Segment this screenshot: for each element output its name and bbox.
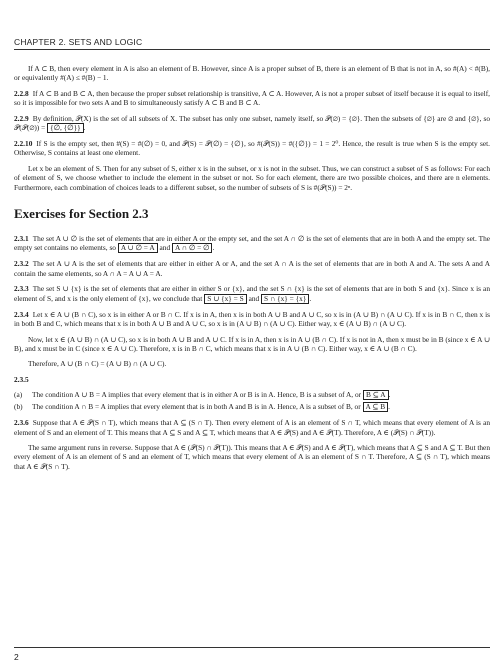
exercise-text: Let x ∈ A ∪ (B ∩ C), so x is in either A or B ∩ C. If x is in A, then x is in both A ∪ B and A ∪ C, so x is in (A ∪ B) ∩ (A ∪ C). If x is in B ∩ C, then x is in both B and C, which means that x is in both A ∪ B and A ∪ C, so x is in (A ∪ B) ∩ (A ∪ C). Either way, x ∈ (A ∪ B) ∩ (A ∪ C). — [14, 309, 490, 329]
chapter-header: CHAPTER 2. SETS AND LOGIC — [14, 37, 143, 47]
punctuation: . — [212, 243, 215, 253]
exercise-2-3-5-part-b — [14, 402, 490, 412]
punctuation: . — [388, 390, 391, 400]
exercise-2-3-3 — [14, 284, 490, 303]
header-rule — [14, 49, 490, 50]
exercise-2-3-4-continued: Now, let x ∈ (A ∪ B) ∩ (A ∪ C), so x is in both A ∪ B and A ∪ C. If x is in A, then x is in A ∪ (B ∩ C). If x is not in A, then x must be in B (since x ∈ A ∪ B), and x must be in C (since x ∈ A ∪ C). Therefore, x is in B ∩ C, which means that x is in A ∪ (B ∩ C). Either way, x ∈ A ∪ (B ∩ C). — [14, 334, 490, 353]
exercise-2-3-5-part-a — [14, 390, 490, 400]
boxed-answer: {∅, {∅}} — [47, 123, 84, 133]
exercise-2-3-5-heading — [14, 375, 490, 384]
boxed-answer: A ∩ ∅ = ∅ — [172, 243, 212, 253]
exercise-number: 2.2.8 — [14, 88, 29, 98]
section-title: Exercises for Section 2.3 — [14, 206, 149, 222]
exercise-2-3-4-conclusion: Therefore, A ∪ (B ∩ C) = (A ∪ B) ∩ (A ∪ C). — [28, 359, 167, 369]
induction-paragraph: Let x be an element of S. Then for any subset of S, either x is in the subset, or x is not in the subset. Thus, we can construct a subset of S as follows: For each of element of S, we choose whether to include the element in the subset or not. So for each element, there are two possible choices, and there are n elements. Furthermore, each combination of choices leads to a different subset, so the number of subsets of S is #(𝒫(S)) = 2ⁿ. — [14, 163, 490, 192]
exercise-number: 2.3.2 — [14, 259, 29, 269]
boxed-answer: B ⊆ A — [363, 390, 389, 400]
exercise-text: The condition A ∪ B = A implies that every element that is in either A or B is in A. Hence, B is a subset of A, or — [32, 390, 362, 400]
boxed-answer: A ⊆ B — [363, 402, 389, 412]
conjunction: and — [159, 243, 171, 253]
exercise-text: If S is the empty set, then #(S) = #(∅) = 0, and 𝒫(S) = 𝒫(∅) = {∅}, so #(𝒫(S)) = #({∅}) = 1 = 2⁰. Hence, the result is true when S is the empty set. Otherwise, S contains at least one element. — [14, 139, 490, 158]
exercise-2-2-10 — [14, 139, 490, 158]
punctuation: . — [83, 123, 86, 133]
punctuation: . — [309, 293, 312, 303]
exercise-2-3-6-continued: The same argument runs in reverse. Suppose that A ∈ (𝒫(S) ∩ 𝒫(T)). This means that A ∈ 𝒫(S) and A ∈ 𝒫(T), which means that A ⊆ S and A ⊆ T. But then every element of A is an element of S and an element of T, which means that every element of A is an element of S ∩ T. Therefore, A ⊆ (S ∩ T), which means that A ∈ 𝒫(S ∩ T). — [14, 442, 490, 471]
exercise-number: 2.3.5 — [14, 374, 29, 384]
exercise-number: 2.3.6 — [14, 418, 29, 428]
exercise-number: 2.3.1 — [14, 234, 29, 244]
exercise-text: If A ⊂ B and B ⊂ A, then because the proper subset relationship is transitive, A ⊂ A. However, A is not a proper subset of itself because it is equal to itself, so it is impossible for two sets A and B to simultaneously satisfy A ⊂ B and B ⊂ A. — [14, 88, 490, 108]
boxed-answer: A ∪ ∅ = A — [118, 243, 158, 253]
exercise-text: By definition, 𝒫(X) is the set of all subsets of X. The subset has only one subset, namely itself, so 𝒫(∅) = {∅}. Then the subsets of {∅} are ∅ and {∅}, so 𝒫(𝒫(∅)) = — [14, 113, 490, 133]
exercise-2-2-8 — [14, 89, 490, 108]
part-text — [32, 390, 490, 400]
exercise-number: 2.2.9 — [14, 113, 29, 123]
exercise-text: The set S ∪ {x} is the set of elements that are either in either S or {x}, and the set S ∩ {x} is the set of elements that are in both S and {x}. Since x is an element of S, and x is the only element of {x}, we conclude that — [14, 284, 490, 303]
exercise-2-3-1 — [14, 234, 490, 253]
page-number: 2 — [14, 652, 19, 662]
intro-paragraph: If A ⊂ B, then every element in A is also an element of B. However, since A is a proper subset of B, there is an element of B that is not in A, so #(A) < #(B), or equivalently #(A) ≤ #(B) − 1. — [14, 64, 490, 83]
exercise-2-3-4 — [14, 310, 490, 329]
boxed-answer: S ∪ {x} = S — [204, 294, 247, 304]
exercise-2-3-2 — [14, 259, 490, 278]
part-label: (a) — [14, 390, 23, 400]
exercise-number: 2.3.4 — [14, 309, 29, 319]
exercise-number: 2.3.3 — [14, 284, 29, 294]
page-body — [14, 64, 490, 477]
boxed-answer: S ∩ {x} = {x} — [261, 294, 309, 304]
part-label: (b) — [14, 402, 23, 412]
exercise-text: The set A ∪ ∅ is the set of elements that are in either A or the empty set, and the set A ∩ ∅ is the set of elements that are in both A and the empty set. The empty set contains no elements, so — [14, 234, 490, 253]
exercise-2-2-9 — [14, 114, 490, 133]
punctuation: . — [388, 402, 390, 412]
exercise-number: 2.2.10 — [14, 139, 33, 149]
exercise-text: Suppose that A ∈ 𝒫(S ∩ T), which means that A ⊆ (S ∩ T). Then every element of A is an element of S ∩ T, which means that every element of A is an element of S and an element of T. This means that A ⊆ S and A ⊆ T, which means that A ∈ 𝒫(S) and A ∈ 𝒫(T). Therefore, A ∈ (𝒫(S) ∩ 𝒫(T)). — [14, 418, 490, 437]
part-text — [32, 402, 490, 412]
footer-rule — [14, 647, 490, 648]
exercise-text: The condition A ∩ B = A implies that every element that is in both A and B is in A. Hence, A is a subset of B, or — [32, 402, 361, 412]
exercise-2-3-6 — [14, 418, 490, 437]
exercise-text: The set A ∪ A is the set of elements that are either in either A or A, and the set A ∩ A is the set of elements that are in both A and A. The sets A and A contain the same elements, so A ∩ A = A ∪ A = A. — [14, 259, 490, 278]
conjunction: and — [248, 293, 260, 303]
